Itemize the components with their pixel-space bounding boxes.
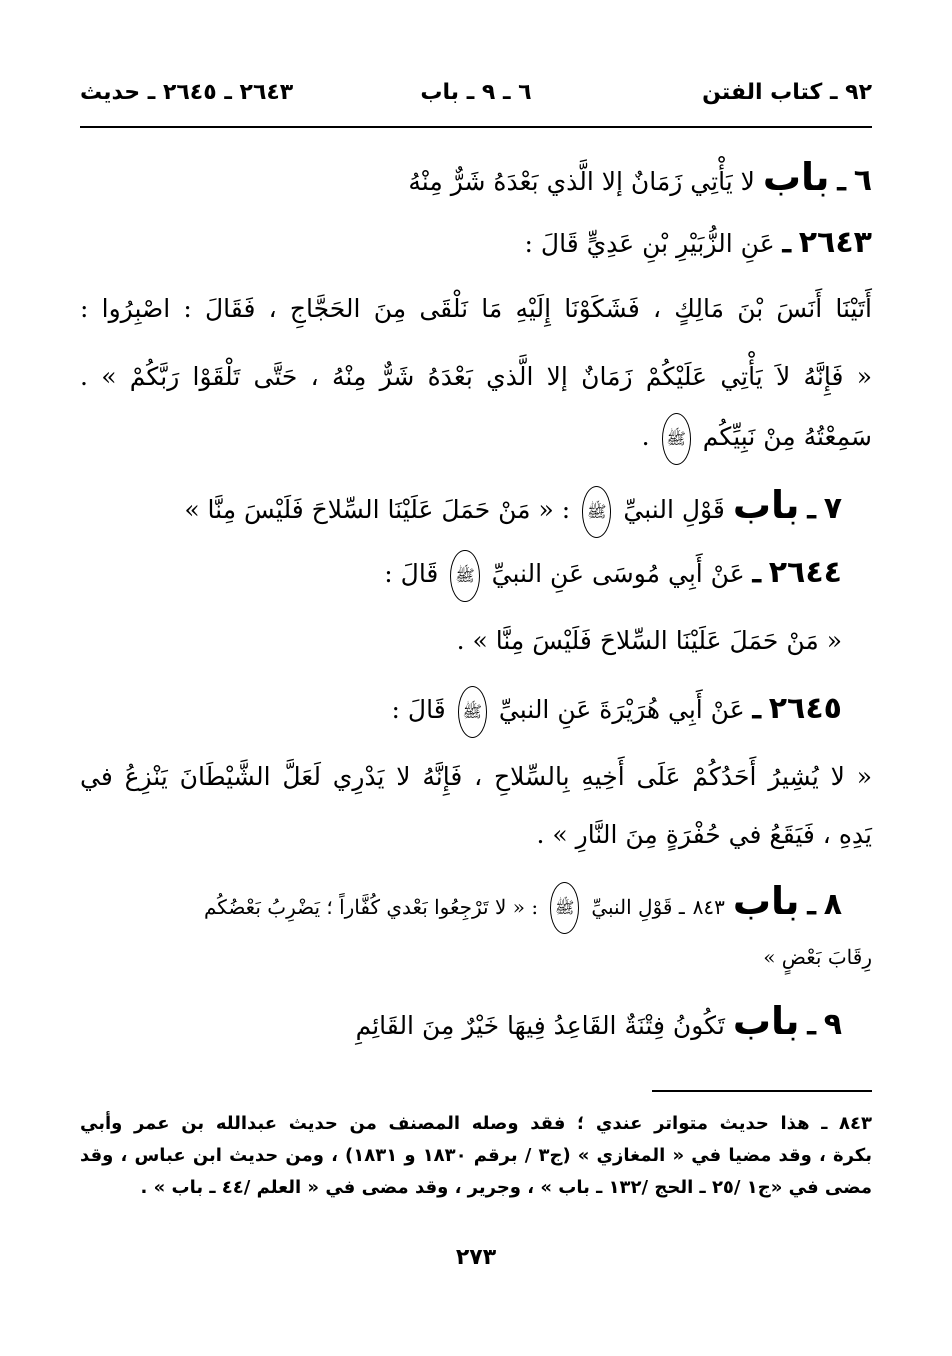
hadith-chain: عَنْ أَبِي هُرَيْرَةَ عَنِ النبيِّ: [498, 695, 745, 724]
running-header: [80, 80, 872, 116]
chapter-heading-8: [80, 876, 842, 934]
hadith-text: سَمِعْتُهُ مِنْ نَبِيِّكُم: [702, 422, 872, 451]
footnote-line-2: بكرة ، وقد مضيا في « المغازي » (ج٣ / برقم ١٨٣٠ و ١٨٣١) ، ومن حديث ابن عباس ، وقد: [80, 1145, 872, 1166]
hadith-chain: عَنِ الزُّبَيْرِ بْنِ عَدِيٍّ قَالَ :: [524, 229, 775, 258]
hadith-2644-intro: [384, 548, 842, 602]
chapter-heading-9: [356, 996, 842, 1051]
hadith-2644-line-1: « مَنْ حَمَلَ عَلَيْنَا السِّلاحَ فَلَيْسَ مِنَّا » .: [456, 626, 842, 655]
hadith-chain-end: قَالَ :: [384, 559, 439, 588]
separator: ـ: [807, 1008, 816, 1041]
hadith-2645-intro: [392, 684, 842, 738]
hadith-number: ٢٦٤٤: [768, 555, 842, 590]
chapter-number: ٩: [823, 1007, 842, 1042]
chapter-title: قَوْلِ النبيِّ: [623, 495, 725, 524]
salawat-symbol: ﷺ: [550, 882, 579, 934]
separator: ـ: [782, 226, 791, 259]
chapter-title-quote: : « لا تَرْجِعُوا بَعْدي كُفَّاراً ؛ يَضْرِبُ بَعْضُكُم: [203, 895, 539, 919]
chapter-number: ٦: [853, 163, 872, 198]
hadith-number: ٢٦٤٥: [768, 691, 842, 726]
hadith-chain-end: قَالَ :: [391, 695, 446, 724]
bab-word: باب: [732, 879, 800, 923]
bab-word: باب: [762, 155, 830, 199]
hadith-text-end: .: [641, 422, 650, 451]
hadith-2643-intro: [525, 218, 872, 269]
chapter-number: ٨: [823, 887, 842, 922]
chapter-title: ـ قَوْلِ النبيِّ: [591, 895, 685, 919]
hadith-chain: عَنْ أَبِي مُوسَى عَنِ النبيِّ: [491, 559, 745, 588]
hadith-2643-line-3: [642, 412, 872, 465]
chapter-number: ٧: [823, 491, 842, 526]
footnote-line-3: مضى في «ج١ /٢٥ ـ الحج /١٣٢ ـ باب » ، وجرير ، وقد مضى في « العلم /٤٤ ـ باب » .: [140, 1177, 872, 1198]
hadith-2643-line-1: أَتَيْنَا أَنَسَ بْنَ مَالِكٍ ، فَشَكَوْنَا إِلَيْهِ مَا نَلْقَى مِنَ الحَجَّاجِ ، فَقَالَ : اصْبِرُوا :: [80, 294, 872, 323]
salawat-symbol: ﷺ: [662, 413, 691, 465]
chapter-title: تَكُونُ فِتْنَةٌ القَاعِدُ فِيهَا خَيْرٌ مِنَ القَائِمِ: [355, 1011, 725, 1040]
chapter-title: لا يَأْتِي زَمَانٌ إلا الَّذي بَعْدَهُ شَرٌّ مِنْهُ: [408, 167, 755, 196]
hadith-number: ٢٦٤٣: [798, 225, 872, 260]
footnotes: [80, 1108, 872, 1204]
page-number: ٢٧٣: [455, 1245, 497, 1270]
hadith-2643-line-2: « فَإِنَّهُ لاَ يَأْتِي عَلَيْكُمْ زَمَانٌ إلا الَّذي بَعْدَهُ شَرٌّ مِنْهُ ، حَتَّى تَلْقَوْا رَبَّكُمْ » .: [80, 362, 872, 391]
salawat-symbol: ﷺ: [458, 686, 487, 738]
footnote-ref: ٨٤٣: [692, 895, 725, 919]
header-book-title: ٩٢ ـ كتاب الفتن: [702, 80, 872, 105]
footnote-divider: [652, 1090, 872, 1092]
separator: ـ: [752, 556, 761, 589]
chapter-heading-8-cont: رِقَابَ بَعْضٍ »: [763, 945, 872, 969]
hadith-2645-line-1: « لا يُشِيرُ أَحَدُكُمْ عَلَى أَخِيهِ بِالسِّلاحِ ، فَإِنَّهُ لا يَدْرِي لَعَلَّ الشَّيْطَانَ يَنْزِعُ في: [80, 762, 872, 791]
separator: ـ: [807, 888, 816, 921]
separator: ـ: [807, 492, 816, 525]
salawat-symbol: ﷺ: [450, 550, 479, 602]
chapter-heading-6: [408, 152, 872, 207]
header-divider: [80, 126, 872, 128]
header-chapter-range: ٦ ـ ٩ ـ باب: [420, 80, 532, 105]
bab-word: باب: [732, 999, 800, 1043]
hadith-2645-line-2: يَدِهِ ، فَيَقَعُ في حُفْرَةٍ مِنَ النَّارِ » .: [536, 820, 872, 849]
separator: ـ: [752, 692, 761, 725]
salawat-symbol: ﷺ: [582, 486, 611, 538]
bab-word: باب: [732, 483, 800, 527]
chapter-heading-7: [184, 480, 842, 538]
chapter-title-quote: : « مَنْ حَمَلَ عَلَيْنَا السِّلاحَ فَلَيْسَ مِنَّا »: [184, 495, 571, 524]
footnote-line-1: ٨٤٣ ـ هذا حديث متواتر عندي ؛ فقد وصله المصنف من حديث عبدالله بن عمر وأبي: [80, 1113, 872, 1134]
header-hadith-range: ٢٦٤٣ ـ ٢٦٤٥ ـ حديث: [80, 80, 294, 105]
separator: ـ: [837, 164, 846, 197]
